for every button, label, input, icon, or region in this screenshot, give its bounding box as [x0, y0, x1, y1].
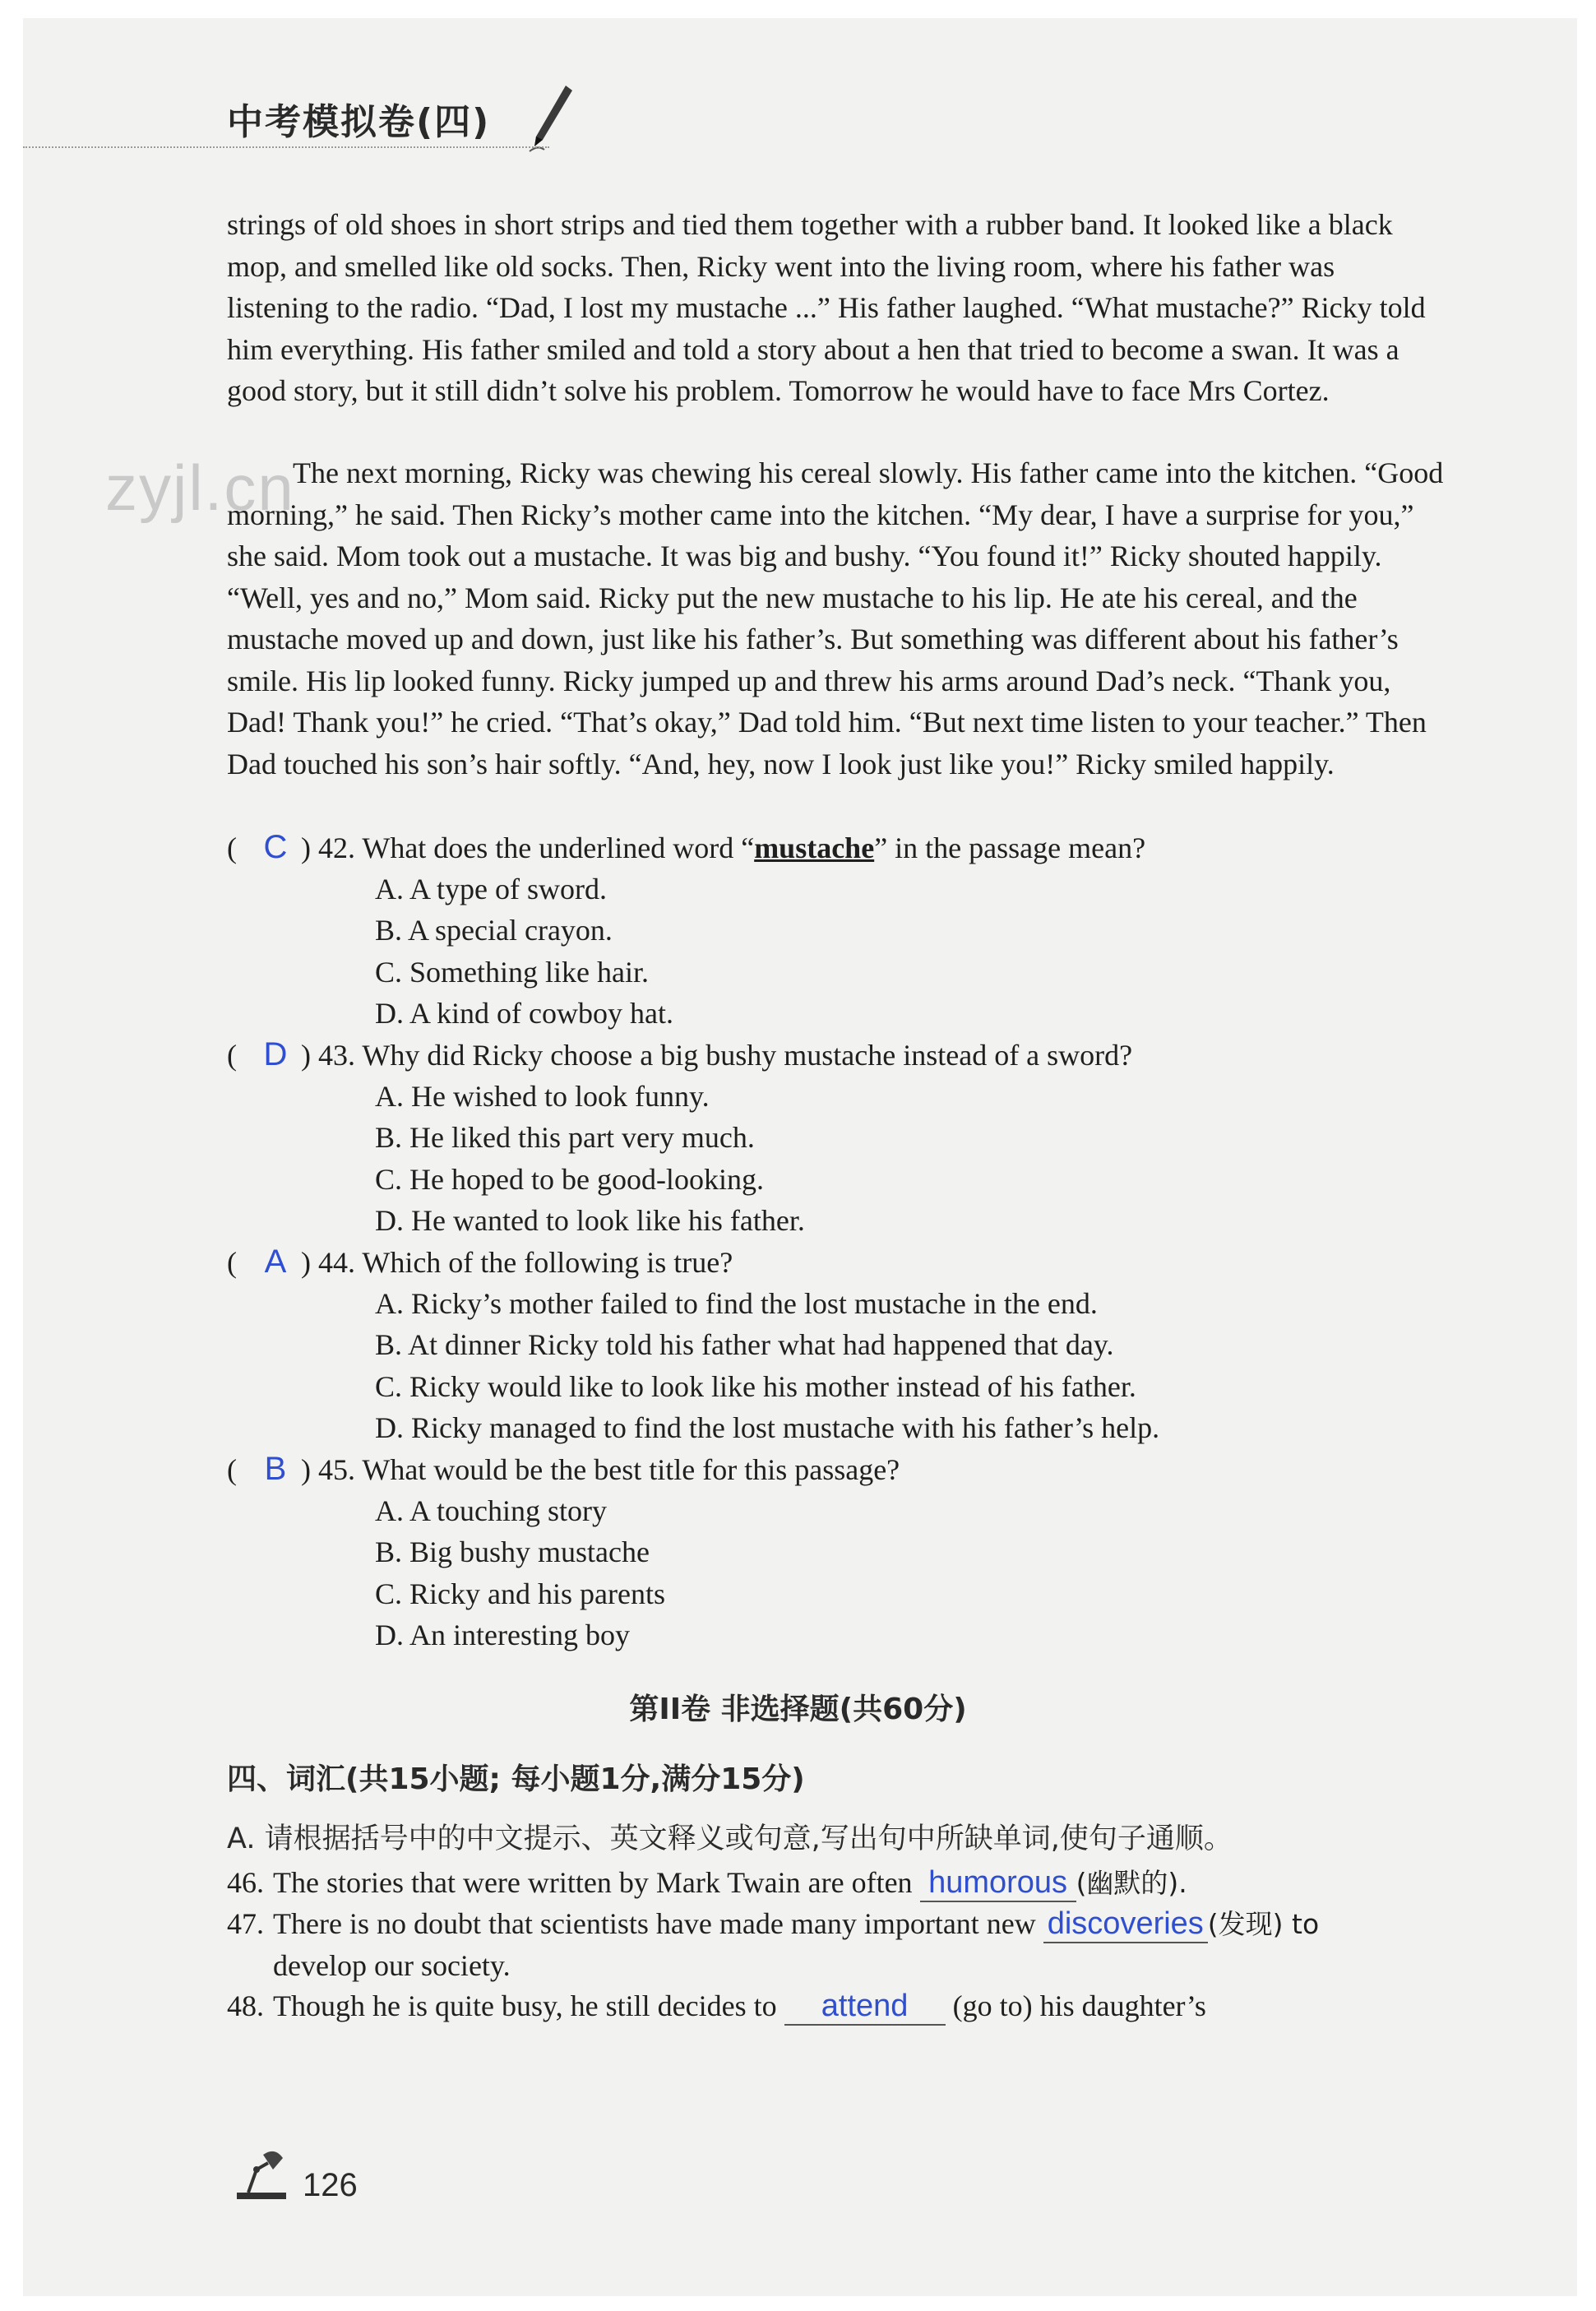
answer-blank[interactable]: discoveries — [1043, 1906, 1208, 1943]
passage-text: strings of old shoes in short strips and tied them together with a rubber band. It looked like a black mop, and smelled like old socks. Then, Ricky went into the living room, where his father was listening to the radio. “Dad, I lost my mustache ...” His father laughed. “What mustache?” Ricky told him everything. His father smiled and told a story about a hen that tried to become a swan. It was a good story, but it still didn’t solve his problem. Tomorrow he would have to face Mrs Cortez. — [227, 208, 1426, 407]
instruction: A. 请根据括号中的中文提示、英文释义或句意,写出句中所缺单词,使句子通顺。 — [227, 1822, 1233, 1855]
option: A. A touching story — [375, 1494, 608, 1527]
item-number: 47. — [227, 1907, 264, 1940]
answer-mark: A — [264, 1243, 287, 1280]
stem-text: ) 44. Which of the following is true? — [301, 1246, 733, 1279]
section-title: 第II卷 非选择题(共60分) — [629, 1693, 967, 1726]
pen-icon — [526, 82, 576, 156]
part-title: 四、词汇(共15小题; 每小题1分,满分15分) — [227, 1762, 805, 1796]
item-text-continued: develop our society. — [273, 1949, 511, 1982]
option: B. A special crayon. — [375, 914, 613, 947]
fill-item-47 — [227, 1903, 1460, 1986]
page-number: 126 — [303, 2167, 358, 2203]
paren-open: ( — [227, 831, 237, 864]
option: B. He liked this part very much. — [375, 1121, 755, 1154]
question-42 — [227, 827, 1444, 1035]
stem-text: ” in the passage mean? — [874, 831, 1146, 864]
stem-text: ) 45. What would be the best title for this passage? — [301, 1453, 900, 1486]
option: D. Ricky managed to find the lost mustache with his father’s help. — [375, 1411, 1160, 1444]
option: C. Ricky and his parents — [375, 1577, 665, 1610]
item-number: 46. — [227, 1866, 264, 1899]
stem-text: ) 43. Why did Ricky choose a big bushy mustache instead of a sword? — [301, 1039, 1133, 1072]
question-43 — [227, 1034, 1444, 1242]
paren-open: ( — [227, 1246, 237, 1279]
option: D. An interesting boy — [375, 1619, 630, 1651]
passage-paragraph-2 — [227, 452, 1444, 785]
question-stem — [227, 1034, 1444, 1076]
item-text: (go to) his daughter’s — [945, 1989, 1206, 2022]
answer-mark: B — [264, 1451, 287, 1487]
question-stem — [227, 1448, 1444, 1490]
option: A. Ricky’s mother failed to find the lost mustache in the end. — [375, 1286, 1098, 1320]
option: A. He wished to look funny. — [375, 1079, 710, 1113]
underlined-word: mustache — [754, 831, 875, 864]
desk-lamp-icon — [232, 2138, 298, 2204]
option: C. Something like hair. — [375, 955, 649, 989]
answer-mark: D — [263, 1036, 288, 1072]
answer-mark: C — [263, 829, 288, 865]
item-number: 48. — [227, 1989, 264, 2022]
question-stem — [227, 827, 1444, 868]
option: D. He wanted to look like his father. — [375, 1204, 805, 1237]
answer-blank[interactable]: attend — [784, 1988, 946, 2026]
passage-text: The next morning, Ricky was chewing his cereal slowly. His father came into the kitchen. “Good morning,” he said. Then Ricky’s mother came into the kitchen. “My dear, I have a surprise for you,” she said. Mom took out a mustache. It was big and bushy. “You found it!” Ricky shouted happily. “Well, yes and no,” Mom said. Ricky put the new mustache to his lip. He ate his cereal, and the mustache moved up and down, just like his father’s. But something was different about his father’s smile. His lip looked funny. Ricky jumped up and threw his arms around Dad’s neck. “Thank you, Dad! Thank you!” he cried. “That’s okay,” Dad told him. “But next time listen to your teacher.” Then Dad touched his son’s hair softly. “And, hey, now I look just like you!” Ricky smiled happily. — [227, 456, 1444, 780]
option: C. Ricky would like to look like his mother instead of his father. — [375, 1369, 1136, 1403]
question-45 — [227, 1448, 1444, 1656]
option: B. Big bushy mustache — [375, 1535, 650, 1568]
item-hint: (幽默的). — [1076, 1867, 1187, 1899]
paren-open: ( — [227, 1453, 237, 1486]
watermark: zyjl.cn — [105, 452, 295, 524]
item-text: Though he is quite busy, he still decides to — [273, 1989, 784, 2022]
stem-text: ) 42. What does the underlined word “ — [301, 831, 755, 864]
item-hint: (发现) to — [1207, 1908, 1320, 1940]
option: A. A type of sword. — [375, 872, 607, 905]
fill-item-48 — [227, 1985, 1460, 2026]
option: C. He hoped to be good-looking. — [375, 1162, 764, 1196]
question-stem — [227, 1241, 1444, 1283]
option: D. A kind of cowboy hat. — [375, 997, 673, 1030]
question-44 — [227, 1241, 1444, 1449]
paren-open: ( — [227, 1039, 237, 1072]
item-text: The stories that were written by Mark Twain are often — [273, 1866, 920, 1899]
option: B. At dinner Ricky told his father what had happened that day. — [375, 1328, 1114, 1361]
item-text: There is no doubt that scientists have made many important new — [273, 1907, 1043, 1940]
passage-paragraph-1 — [227, 204, 1444, 412]
page-header-title: 中考模拟卷(四) — [227, 101, 491, 143]
fill-item-46 — [227, 1862, 1460, 1904]
answer-blank[interactable]: humorous — [920, 1864, 1076, 1902]
header-divider — [23, 146, 549, 148]
